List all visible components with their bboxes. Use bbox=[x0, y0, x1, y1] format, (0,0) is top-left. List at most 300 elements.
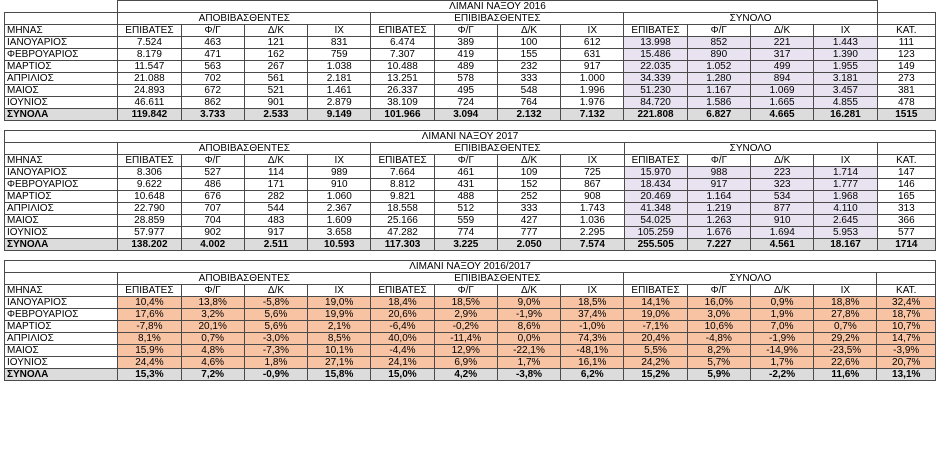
value-cell: 22,6% bbox=[814, 357, 877, 369]
value-cell: 1.676 bbox=[687, 227, 750, 239]
value-cell: 431 bbox=[434, 179, 497, 191]
value-cell: 3.457 bbox=[814, 85, 877, 97]
kat-cell: 14,7% bbox=[877, 333, 936, 345]
value-cell: 3,2% bbox=[181, 309, 244, 321]
table-row bbox=[5, 61, 936, 73]
value-cell: 20.469 bbox=[624, 191, 687, 203]
value-cell: 255.505 bbox=[624, 239, 687, 251]
column-header: Δ/Κ bbox=[244, 155, 307, 167]
table-row bbox=[5, 73, 936, 85]
value-cell: 10,6% bbox=[687, 321, 750, 333]
value-cell: 101.966 bbox=[371, 109, 434, 121]
value-cell: 57.977 bbox=[118, 227, 181, 239]
column-header: ΕΠΙΒΑΤΕΣ bbox=[118, 25, 181, 37]
value-cell: -14,9% bbox=[750, 345, 813, 357]
column-header-month: ΜΗΝΑΣ bbox=[5, 285, 118, 297]
title-row bbox=[5, 131, 936, 143]
value-cell: 3,0% bbox=[687, 309, 750, 321]
table-row bbox=[5, 297, 936, 309]
value-cell: 831 bbox=[308, 37, 371, 49]
value-cell: 908 bbox=[561, 191, 624, 203]
value-cell: 1.000 bbox=[561, 73, 624, 85]
value-cell: 20,1% bbox=[181, 321, 244, 333]
value-cell: 6,2% bbox=[561, 369, 624, 381]
table-row bbox=[5, 227, 936, 239]
value-cell: 1.665 bbox=[750, 97, 813, 109]
value-cell: 10.488 bbox=[371, 61, 434, 73]
value-cell: 24,2% bbox=[624, 357, 687, 369]
value-cell: 0,0% bbox=[497, 333, 560, 345]
month-cell: ΜΑΡΤΙΟΣ bbox=[5, 321, 118, 333]
value-cell: 7,0% bbox=[750, 321, 813, 333]
value-cell: 1.968 bbox=[814, 191, 877, 203]
value-cell: 1.219 bbox=[687, 203, 750, 215]
value-cell: 4.561 bbox=[751, 239, 814, 251]
value-cell: 890 bbox=[687, 49, 750, 61]
value-cell: 1.280 bbox=[687, 73, 750, 85]
kat-cell: 147 bbox=[877, 167, 935, 179]
value-cell: 14,1% bbox=[624, 297, 687, 309]
value-cell: -11,4% bbox=[434, 333, 497, 345]
value-cell: 119.842 bbox=[118, 109, 181, 121]
value-cell: -2,2% bbox=[750, 369, 813, 381]
value-cell: 24,1% bbox=[371, 357, 434, 369]
value-cell: -4,8% bbox=[687, 333, 750, 345]
value-cell: 10,1% bbox=[308, 345, 371, 357]
table-title: ΛΙΜΑΝΙ ΝΑΞΟΥ 2016/2017 bbox=[5, 261, 936, 273]
table-row bbox=[5, 309, 936, 321]
kat-cell: 273 bbox=[877, 73, 935, 85]
value-cell: 1,9% bbox=[750, 309, 813, 321]
kat-cell: 13,1% bbox=[877, 369, 936, 381]
value-cell: 512 bbox=[434, 203, 497, 215]
value-cell: 20,4% bbox=[624, 333, 687, 345]
column-header: ΙΧ bbox=[814, 285, 877, 297]
value-cell: 282 bbox=[244, 191, 307, 203]
value-cell: 764 bbox=[497, 97, 560, 109]
total-label: ΣΥΝΟΛΑ bbox=[5, 369, 118, 381]
value-cell: 25.166 bbox=[371, 215, 434, 227]
column-header: ΕΠΙΒΑΤΕΣ bbox=[118, 155, 181, 167]
value-cell: 2.132 bbox=[497, 109, 560, 121]
value-cell: 22.790 bbox=[118, 203, 181, 215]
group-header-row bbox=[5, 273, 936, 285]
total-row bbox=[5, 369, 936, 381]
value-cell: 13,8% bbox=[181, 297, 244, 309]
value-cell: -22,1% bbox=[497, 345, 560, 357]
column-header: Δ/Κ bbox=[497, 155, 560, 167]
value-cell: 1.976 bbox=[561, 97, 624, 109]
value-cell: 2,1% bbox=[308, 321, 371, 333]
value-cell: 29,2% bbox=[814, 333, 877, 345]
value-cell: 171 bbox=[244, 179, 307, 191]
value-cell: 41.348 bbox=[624, 203, 687, 215]
value-cell: 13.998 bbox=[624, 37, 687, 49]
column-header: Φ/Γ bbox=[687, 285, 750, 297]
value-cell: 38.109 bbox=[371, 97, 434, 109]
value-cell: 3.225 bbox=[434, 239, 497, 251]
value-cell: 54.025 bbox=[624, 215, 687, 227]
value-cell: 162 bbox=[244, 49, 307, 61]
value-cell: 877 bbox=[751, 203, 814, 215]
value-cell: 8,2% bbox=[687, 345, 750, 357]
value-cell: 534 bbox=[751, 191, 814, 203]
kat-cell: 313 bbox=[877, 203, 935, 215]
value-cell: 16.281 bbox=[814, 109, 877, 121]
value-cell: 563 bbox=[181, 61, 244, 73]
value-cell: -0,9% bbox=[244, 369, 307, 381]
column-header: ΕΠΙΒΑΤΕΣ bbox=[624, 155, 687, 167]
column-header: ΙΧ bbox=[308, 25, 371, 37]
column-header: Δ/Κ bbox=[244, 25, 307, 37]
value-cell: 910 bbox=[308, 179, 371, 191]
value-cell: 8,5% bbox=[308, 333, 371, 345]
value-cell: 74,3% bbox=[561, 333, 624, 345]
value-cell: 4.665 bbox=[750, 109, 813, 121]
value-cell: 8.179 bbox=[118, 49, 181, 61]
value-cell: 852 bbox=[687, 37, 750, 49]
column-header: ΙΧ bbox=[561, 285, 624, 297]
value-cell: 51.230 bbox=[624, 85, 687, 97]
value-cell: 1.443 bbox=[814, 37, 877, 49]
value-cell: 333 bbox=[497, 203, 560, 215]
value-cell: -0,2% bbox=[434, 321, 497, 333]
value-cell: 1.777 bbox=[814, 179, 877, 191]
column-header: Δ/Κ bbox=[750, 25, 813, 37]
column-header: Φ/Γ bbox=[181, 285, 244, 297]
value-cell: 155 bbox=[497, 49, 560, 61]
report bbox=[4, 0, 936, 381]
value-cell: 37,4% bbox=[561, 309, 624, 321]
value-cell: 7.132 bbox=[561, 109, 624, 121]
value-cell: 9,0% bbox=[497, 297, 560, 309]
value-cell: 3.181 bbox=[814, 73, 877, 85]
month-cell: ΙΑΝΟΥΑΡΙΟΣ bbox=[5, 297, 118, 309]
value-cell: 117.303 bbox=[371, 239, 434, 251]
value-cell: 867 bbox=[561, 179, 624, 191]
value-cell: 704 bbox=[181, 215, 244, 227]
month-cell: ΑΠΡΙΛΙΟΣ bbox=[5, 203, 118, 215]
value-cell: 862 bbox=[181, 97, 244, 109]
value-cell: 20,6% bbox=[371, 309, 434, 321]
value-cell: 16,0% bbox=[687, 297, 750, 309]
value-cell: 2.879 bbox=[308, 97, 371, 109]
value-cell: 7.307 bbox=[371, 49, 434, 61]
value-cell: 221 bbox=[750, 37, 813, 49]
month-cell: ΙΑΝΟΥΑΡΙΟΣ bbox=[5, 167, 118, 179]
value-cell: 548 bbox=[497, 85, 560, 97]
value-cell: 483 bbox=[244, 215, 307, 227]
value-cell: 2.511 bbox=[244, 239, 307, 251]
column-header: ΙΧ bbox=[814, 25, 877, 37]
value-cell: 19,0% bbox=[624, 309, 687, 321]
value-cell: -7,8% bbox=[118, 321, 181, 333]
value-cell: 19,0% bbox=[308, 297, 371, 309]
table-body bbox=[5, 167, 936, 251]
table-row bbox=[5, 179, 936, 191]
value-cell: 18.434 bbox=[624, 179, 687, 191]
total-label: ΣΥΝΟΛΑ bbox=[5, 239, 118, 251]
value-cell: 5,9% bbox=[687, 369, 750, 381]
table-row bbox=[5, 215, 936, 227]
table-row bbox=[5, 191, 936, 203]
value-cell: 2.050 bbox=[497, 239, 560, 251]
value-cell: 702 bbox=[181, 73, 244, 85]
value-cell: 18,8% bbox=[814, 297, 877, 309]
month-cell: ΙΟΥΝΙΟΣ bbox=[5, 97, 118, 109]
value-cell: 9.622 bbox=[118, 179, 181, 191]
value-cell: 4,8% bbox=[181, 345, 244, 357]
column-header: Δ/Κ bbox=[750, 285, 813, 297]
value-cell: 707 bbox=[181, 203, 244, 215]
value-cell: -48,1% bbox=[561, 345, 624, 357]
value-cell: 252 bbox=[497, 191, 560, 203]
column-header: ΙΧ bbox=[561, 155, 624, 167]
kat-cell: -3,9% bbox=[877, 345, 936, 357]
value-cell: 15.486 bbox=[624, 49, 687, 61]
value-cell: 223 bbox=[751, 167, 814, 179]
column-header: ΕΠΙΒΑΤΕΣ bbox=[371, 25, 434, 37]
value-cell: 544 bbox=[244, 203, 307, 215]
value-cell: 46.611 bbox=[118, 97, 181, 109]
value-cell: 901 bbox=[244, 97, 307, 109]
column-header: ΕΠΙΒΑΤΕΣ bbox=[624, 285, 687, 297]
value-cell: 3.094 bbox=[434, 109, 497, 121]
value-cell: -3,8% bbox=[497, 369, 560, 381]
value-cell: 333 bbox=[497, 73, 560, 85]
column-header-row bbox=[5, 155, 936, 167]
value-cell: 84.720 bbox=[624, 97, 687, 109]
month-cell: ΦΕΒΡΟΥΑΡΙΟΣ bbox=[5, 49, 118, 61]
value-cell: 6.827 bbox=[687, 109, 750, 121]
value-cell: 4.110 bbox=[814, 203, 877, 215]
table-2017 bbox=[4, 130, 936, 251]
value-cell: 1.955 bbox=[814, 61, 877, 73]
value-cell: 1.164 bbox=[687, 191, 750, 203]
value-cell: 21.088 bbox=[118, 73, 181, 85]
value-cell: 0,9% bbox=[750, 297, 813, 309]
value-cell: 15,3% bbox=[118, 369, 181, 381]
month-cell: ΜΑΙΟΣ bbox=[5, 215, 118, 227]
value-cell: 989 bbox=[308, 167, 371, 179]
column-header-month: ΜΗΝΑΣ bbox=[5, 155, 118, 167]
value-cell: 17,6% bbox=[118, 309, 181, 321]
kat-cell: 10,7% bbox=[877, 321, 936, 333]
value-cell: 47.282 bbox=[371, 227, 434, 239]
column-header-kat: ΚΑΤ. bbox=[877, 155, 935, 167]
month-cell: ΙΑΝΟΥΑΡΙΟΣ bbox=[5, 37, 118, 49]
value-cell: 527 bbox=[181, 167, 244, 179]
column-header-kat: ΚΑΤ. bbox=[877, 285, 936, 297]
value-cell: 8.306 bbox=[118, 167, 181, 179]
value-cell: -7,1% bbox=[624, 321, 687, 333]
value-cell: 114 bbox=[244, 167, 307, 179]
table-row bbox=[5, 97, 936, 109]
value-cell: 521 bbox=[244, 85, 307, 97]
value-cell: 10,4% bbox=[118, 297, 181, 309]
value-cell: -1,9% bbox=[497, 309, 560, 321]
value-cell: 1.694 bbox=[751, 227, 814, 239]
value-cell: 7.524 bbox=[118, 37, 181, 49]
value-cell: 8,1% bbox=[118, 333, 181, 345]
group-header-apobivasthentes: ΑΠΟΒΙΒΑΣΘΕΝΤΕΣ bbox=[118, 273, 371, 285]
value-cell: 27,8% bbox=[814, 309, 877, 321]
value-cell: 24.893 bbox=[118, 85, 181, 97]
value-cell: 578 bbox=[434, 73, 497, 85]
total-label: ΣΥΝΟΛΑ bbox=[5, 109, 118, 121]
kat-cell: 478 bbox=[877, 97, 935, 109]
value-cell: 7.574 bbox=[561, 239, 624, 251]
month-cell: ΙΟΥΝΙΟΣ bbox=[5, 357, 118, 369]
value-cell: 267 bbox=[244, 61, 307, 73]
column-header-row bbox=[5, 285, 936, 297]
value-cell: 1.609 bbox=[308, 215, 371, 227]
value-cell: 559 bbox=[434, 215, 497, 227]
value-cell: 2.367 bbox=[308, 203, 371, 215]
column-header: ΙΧ bbox=[308, 155, 371, 167]
table-row bbox=[5, 37, 936, 49]
title-row bbox=[5, 261, 936, 273]
column-header: Δ/Κ bbox=[497, 25, 560, 37]
column-header: ΙΧ bbox=[561, 25, 624, 37]
value-cell: 15,9% bbox=[118, 345, 181, 357]
kat-cell: 18,7% bbox=[877, 309, 936, 321]
value-cell: 1.263 bbox=[687, 215, 750, 227]
column-header: Φ/Γ bbox=[434, 25, 497, 37]
value-cell: 2.533 bbox=[244, 109, 307, 121]
value-cell: 902 bbox=[181, 227, 244, 239]
table-row bbox=[5, 49, 936, 61]
column-header: Φ/Γ bbox=[687, 25, 750, 37]
value-cell: 1.167 bbox=[687, 85, 750, 97]
table-body bbox=[5, 297, 936, 381]
value-cell: 1.036 bbox=[561, 215, 624, 227]
value-cell: 8.812 bbox=[371, 179, 434, 191]
value-cell: 1.390 bbox=[814, 49, 877, 61]
group-header-apobivasthentes: ΑΠΟΒΙΒΑΣΘΕΝΤΕΣ bbox=[118, 143, 371, 155]
month-cell: ΑΠΡΙΛΙΟΣ bbox=[5, 73, 118, 85]
value-cell: 759 bbox=[308, 49, 371, 61]
value-cell: 34.339 bbox=[624, 73, 687, 85]
value-cell: 1,7% bbox=[497, 357, 560, 369]
value-cell: 16,1% bbox=[561, 357, 624, 369]
column-header: Φ/Γ bbox=[434, 155, 497, 167]
value-cell: 109 bbox=[497, 167, 560, 179]
value-cell: 724 bbox=[434, 97, 497, 109]
month-cell: ΦΕΒΡΟΥΑΡΙΟΣ bbox=[5, 179, 118, 191]
month-cell: ΦΕΒΡΟΥΑΡΙΟΣ bbox=[5, 309, 118, 321]
value-cell: 419 bbox=[434, 49, 497, 61]
value-cell: 1.038 bbox=[308, 61, 371, 73]
table-title: ΛΙΜΑΝΙ ΝΑΞΟΥ 2016 bbox=[118, 1, 877, 13]
value-cell: -5,8% bbox=[244, 297, 307, 309]
value-cell: 1.060 bbox=[308, 191, 371, 203]
table-row bbox=[5, 333, 936, 345]
value-cell: 15,0% bbox=[371, 369, 434, 381]
value-cell: 486 bbox=[181, 179, 244, 191]
value-cell: 917 bbox=[687, 179, 750, 191]
value-cell: 5,6% bbox=[244, 321, 307, 333]
value-cell: 11.547 bbox=[118, 61, 181, 73]
value-cell: 10.593 bbox=[308, 239, 371, 251]
value-cell: 725 bbox=[561, 167, 624, 179]
kat-cell: 165 bbox=[877, 191, 935, 203]
column-header-kat: ΚΑΤ. bbox=[877, 25, 935, 37]
group-header-epivivasthentes: ΕΠΙΒΙΒΑΣΘΕΝΤΕΣ bbox=[371, 13, 624, 25]
value-cell: 672 bbox=[181, 85, 244, 97]
value-cell: 631 bbox=[561, 49, 624, 61]
group-header-epivivasthentes: ΕΠΙΒΙΒΑΣΘΕΝΤΕΣ bbox=[371, 273, 624, 285]
value-cell: -7,3% bbox=[244, 345, 307, 357]
column-header-month: ΜΗΝΑΣ bbox=[5, 25, 118, 37]
value-cell: 471 bbox=[181, 49, 244, 61]
value-cell: 5,6% bbox=[244, 309, 307, 321]
value-cell: 2.181 bbox=[308, 73, 371, 85]
column-header-row bbox=[5, 25, 936, 37]
kat-cell: 149 bbox=[877, 61, 935, 73]
value-cell: 917 bbox=[244, 227, 307, 239]
value-cell: 6.474 bbox=[371, 37, 434, 49]
month-cell: ΜΑΡΤΙΟΣ bbox=[5, 61, 118, 73]
value-cell: 774 bbox=[434, 227, 497, 239]
month-cell: ΜΑΡΤΙΟΣ bbox=[5, 191, 118, 203]
value-cell: 2.295 bbox=[561, 227, 624, 239]
value-cell: 894 bbox=[750, 73, 813, 85]
table-row bbox=[5, 357, 936, 369]
total-row bbox=[5, 239, 936, 251]
column-header: Φ/Γ bbox=[181, 155, 244, 167]
value-cell: 7.227 bbox=[687, 239, 750, 251]
group-header-synolo: ΣΥΝΟΛΟ bbox=[624, 143, 877, 155]
value-cell: 22.035 bbox=[624, 61, 687, 73]
value-cell: 1.996 bbox=[561, 85, 624, 97]
value-cell: 5.953 bbox=[814, 227, 877, 239]
value-cell: 105.259 bbox=[624, 227, 687, 239]
value-cell: 489 bbox=[434, 61, 497, 73]
value-cell: 18,5% bbox=[434, 297, 497, 309]
table-2016 bbox=[4, 0, 936, 121]
value-cell: 12,9% bbox=[434, 345, 497, 357]
value-cell: 10.648 bbox=[118, 191, 181, 203]
value-cell: 1.052 bbox=[687, 61, 750, 73]
value-cell: 499 bbox=[750, 61, 813, 73]
value-cell: 4.855 bbox=[814, 97, 877, 109]
value-cell: 988 bbox=[687, 167, 750, 179]
column-header: Φ/Γ bbox=[687, 155, 750, 167]
value-cell: 18.558 bbox=[371, 203, 434, 215]
value-cell: 28.859 bbox=[118, 215, 181, 227]
value-cell: 0,7% bbox=[181, 333, 244, 345]
kat-cell: 1714 bbox=[877, 239, 935, 251]
month-cell: ΑΠΡΙΛΙΟΣ bbox=[5, 333, 118, 345]
value-cell: 40,0% bbox=[371, 333, 434, 345]
value-cell: 612 bbox=[561, 37, 624, 49]
kat-cell: 577 bbox=[877, 227, 935, 239]
group-header-epivivasthentes: ΕΠΙΒΙΒΑΣΘΕΝΤΕΣ bbox=[371, 143, 624, 155]
month-cell: ΜΑΙΟΣ bbox=[5, 345, 118, 357]
value-cell: 1,7% bbox=[750, 357, 813, 369]
total-row bbox=[5, 109, 936, 121]
value-cell: -3,0% bbox=[244, 333, 307, 345]
column-header: Φ/Γ bbox=[434, 285, 497, 297]
value-cell: 4.002 bbox=[181, 239, 244, 251]
title-row bbox=[5, 1, 936, 13]
kat-cell: 123 bbox=[877, 49, 935, 61]
value-cell: 221.808 bbox=[624, 109, 687, 121]
table-row bbox=[5, 167, 936, 179]
value-cell: -1,9% bbox=[750, 333, 813, 345]
value-cell: 495 bbox=[434, 85, 497, 97]
